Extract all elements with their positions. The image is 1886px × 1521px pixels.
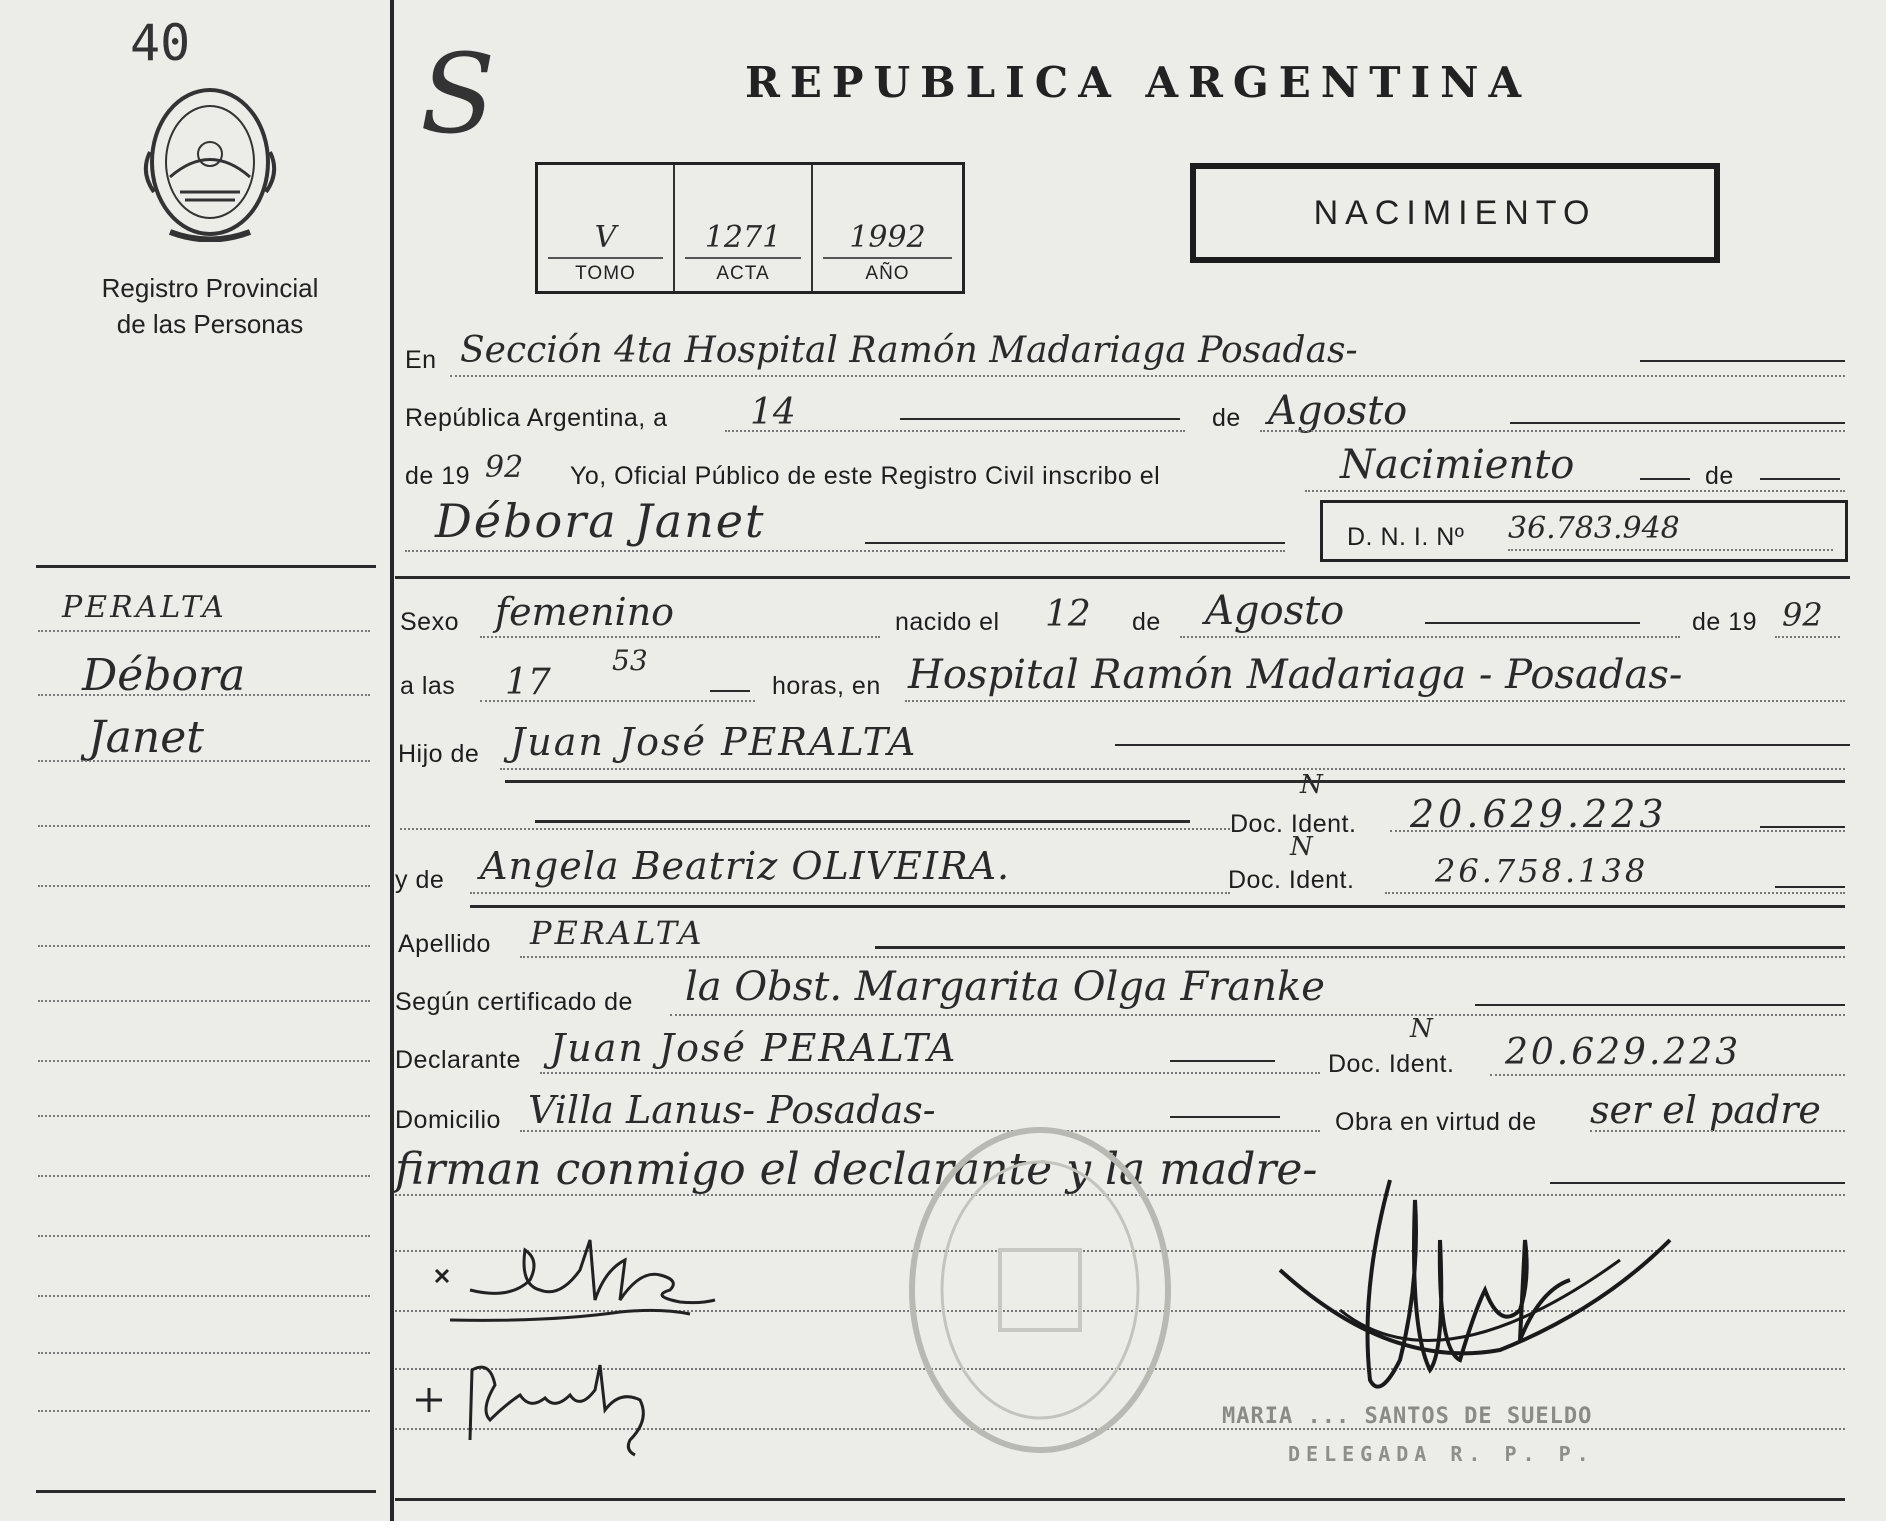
- sidebar-dotted-line: [38, 1115, 370, 1117]
- apellido-label: Apellido: [398, 930, 491, 958]
- horas-label: horas, en: [772, 672, 881, 700]
- sidebar-dotted-line: [38, 1352, 370, 1354]
- birth-hour-value: 17: [505, 662, 551, 703]
- a-las-label: a las: [400, 672, 456, 700]
- child-name-line: [405, 550, 1285, 552]
- document-type-box: [1190, 163, 1720, 263]
- y-de-label: y de: [395, 866, 445, 894]
- anio-label: AÑO: [865, 263, 910, 284]
- sidebar-given-name-2: Janet: [88, 712, 204, 763]
- sidebar-given-name-1: Débora: [82, 650, 246, 701]
- declarant-signature: [430, 1230, 770, 1340]
- birth-place-value: Hospital Ramón Madariaga - Posadas-: [908, 652, 1683, 698]
- tomo-cell: [538, 165, 675, 291]
- sexo-line: [480, 636, 880, 638]
- segun-label: Según certificado de: [395, 988, 633, 1016]
- obra-value: ser el padre: [1590, 1088, 1821, 1132]
- de-label-2: de: [1705, 462, 1734, 490]
- mother-continuation-line: [470, 905, 1845, 908]
- certificado-value: la Obst. Margarita Olga Franke: [685, 964, 1325, 1010]
- mother-doc-line: [1385, 892, 1845, 894]
- province-seal-icon: [140, 82, 280, 242]
- sidebar-surname: PERALTA: [62, 590, 227, 625]
- mother-name-value: Angela Beatriz OLIVEIRA.: [480, 844, 1011, 888]
- child-name-end-line: [865, 542, 1285, 544]
- official-stamp-title: DELEGADA R. P. P.: [1288, 1442, 1595, 1466]
- margin-divider: [390, 0, 394, 1521]
- mother-doc-end-line: [1775, 886, 1845, 888]
- acta-value: 1271: [704, 220, 782, 255]
- sidebar-dotted-line: [38, 760, 370, 762]
- child-name-value: Débora Janet: [435, 494, 766, 548]
- birth-day-value: 12: [1045, 594, 1091, 635]
- registry-name-line2: de las Personas: [116, 309, 304, 339]
- section-separator: [395, 576, 1850, 579]
- folio-number: 40: [130, 14, 191, 72]
- sidebar-dotted-line: [38, 1295, 370, 1297]
- anio-underline: [823, 257, 952, 259]
- round-seal-icon: [900, 1120, 1180, 1460]
- registry-name: [60, 270, 360, 342]
- father-doc-value: 20.629.223: [1410, 792, 1668, 836]
- birth-month-end-line: [1425, 622, 1640, 624]
- birth-minutes-value: 53: [612, 644, 648, 677]
- act-type-end-line: [1640, 478, 1690, 480]
- sidebar-dotted-line: [38, 694, 370, 696]
- sidebar-dotted-line: [38, 630, 370, 632]
- father-continuation-line: [505, 780, 1845, 783]
- day-value: 14: [750, 392, 796, 433]
- dni-box: [1320, 500, 1848, 562]
- month-end-line: [1510, 422, 1845, 424]
- declarante-value: Juan José PERALTA: [550, 1026, 958, 1070]
- mother-doc-value: 26.758.138: [1435, 852, 1649, 890]
- sidebar-dotted-line: [38, 1000, 370, 1002]
- mother-doc-n-mark: N: [1290, 832, 1313, 862]
- dni-label: D. N. I. Nº: [1347, 523, 1465, 551]
- declarante-end-line: [1170, 1060, 1275, 1062]
- document-title: REPUBLICA ARGENTINA: [745, 58, 1532, 107]
- sexo-label: Sexo: [400, 608, 459, 636]
- birth-year-line: [1775, 636, 1840, 638]
- margin-initial: S: [420, 30, 496, 158]
- document-type-label: NACIMIENTO: [1313, 194, 1597, 232]
- de19-label: de 19: [1692, 608, 1758, 636]
- registry-name-line1: Registro Provincial: [101, 273, 319, 303]
- day-end-line: [900, 418, 1180, 420]
- anio-value: 1992: [849, 220, 926, 255]
- en-label: En: [405, 346, 437, 374]
- acta-cell: [675, 165, 813, 291]
- declarante-doc-value: 20.629.223: [1505, 1032, 1742, 1073]
- obra-line: [1590, 1130, 1845, 1132]
- declarante-label: Declarante: [395, 1046, 521, 1074]
- yo-text: Yo, Oficial Público de este Registro Civil inscribo el: [570, 462, 1161, 490]
- father-name-line: [500, 768, 1845, 770]
- sidebar-dotted-line: [38, 885, 370, 887]
- month-value: Agosto: [1268, 388, 1408, 434]
- tomo-value: V: [594, 220, 617, 255]
- father-doc-leader-solid: [535, 820, 1190, 823]
- signature-scribble-icon: [410, 1350, 670, 1460]
- year-suffix: 92: [485, 450, 524, 485]
- registry-seal: [140, 82, 280, 242]
- nacido-label: nacido el: [895, 608, 1000, 636]
- act-type-line: [1305, 490, 1845, 492]
- certificado-line: [670, 1014, 1845, 1016]
- father-doc-label: Doc. Ident.: [1230, 810, 1357, 838]
- birth-year-suffix: 92: [1782, 596, 1823, 634]
- sidebar-dotted-line: [38, 1175, 370, 1177]
- sexo-value: femenino: [495, 590, 675, 634]
- birth-hour-end-line: [710, 690, 750, 692]
- signature-scribble-icon: [1270, 1160, 1690, 1420]
- mother-doc-label: Doc. Ident.: [1228, 866, 1355, 894]
- birth-hour-line: [480, 700, 755, 702]
- de-label-3: de: [1132, 608, 1161, 636]
- tomo-underline: [548, 257, 663, 259]
- place-line: [450, 375, 1845, 377]
- birth-month-value: Agosto: [1205, 588, 1345, 634]
- sidebar-dotted-line: [38, 1235, 370, 1237]
- anio-cell: [813, 165, 962, 291]
- place-end-line: [1640, 360, 1845, 362]
- father-name-value: Juan José PERALTA: [510, 720, 918, 764]
- sidebar-dotted-line: [38, 825, 370, 827]
- sidebar-divider: [36, 565, 376, 568]
- declarante-doc-n-mark: N: [1410, 1014, 1433, 1044]
- act-type-value: Nacimiento: [1340, 442, 1575, 488]
- de-label: de: [1212, 404, 1241, 432]
- father-doc-end-line: [1760, 826, 1845, 828]
- declarante-doc-line: [1490, 1074, 1845, 1076]
- dni-line: [1508, 549, 1833, 551]
- acta-box: [535, 162, 965, 294]
- month-line: [1260, 430, 1845, 432]
- apellido-line: [520, 956, 1845, 958]
- domicilio-value: Villa Lanus- Posadas-: [528, 1088, 936, 1132]
- certificado-end-line: [1475, 1004, 1845, 1006]
- acta-label: ACTA: [716, 263, 770, 284]
- sidebar-dotted-line: [38, 945, 370, 947]
- father-doc-line: [1390, 830, 1845, 832]
- apellido-end-line: [875, 946, 1845, 949]
- acta-underline: [685, 257, 801, 259]
- tomo-label: TOMO: [575, 263, 636, 284]
- day-line: [725, 430, 1185, 432]
- declarante-doc-label: Doc. Ident.: [1328, 1050, 1455, 1078]
- de-end-line: [1760, 478, 1840, 480]
- official-round-seal: [900, 1120, 1180, 1460]
- birth-month-line: [1180, 636, 1680, 638]
- sidebar-bottom-line: [36, 1490, 376, 1493]
- year-prefix: de 19: [405, 462, 471, 490]
- official-stamp-name: MARIA ... SANTOS DE SUELDO: [1222, 1404, 1593, 1429]
- mother-signature: [410, 1350, 670, 1460]
- father-doc-n-mark: N: [1300, 770, 1323, 800]
- sidebar-dotted-line: [38, 1060, 370, 1062]
- domicilio-label: Domicilio: [395, 1106, 501, 1134]
- mother-name-line: [470, 892, 1230, 894]
- bottom-solid-line: [395, 1498, 1845, 1501]
- firman-text: firman conmigo el declarante y la madre-: [395, 1144, 1318, 1195]
- domicilio-end-line: [1170, 1116, 1280, 1118]
- sidebar-dotted-line: [38, 1410, 370, 1412]
- official-signature: [1270, 1160, 1690, 1420]
- father-doc-leader: [400, 828, 1230, 830]
- hijo-label: Hijo de: [398, 740, 480, 768]
- republica-label: República Argentina, a: [405, 404, 668, 432]
- dni-value: 36.783.948: [1508, 511, 1680, 546]
- declarante-line: [540, 1072, 1320, 1074]
- obra-label: Obra en virtud de: [1335, 1108, 1537, 1136]
- apellido-value: PERALTA: [530, 914, 705, 952]
- signature-scribble-icon: [430, 1230, 770, 1340]
- father-name-end-line: [1115, 744, 1850, 746]
- place-value: Sección 4ta Hospital Ramón Madariaga Posadas-: [460, 330, 1358, 371]
- birth-place-line: [905, 700, 1845, 702]
